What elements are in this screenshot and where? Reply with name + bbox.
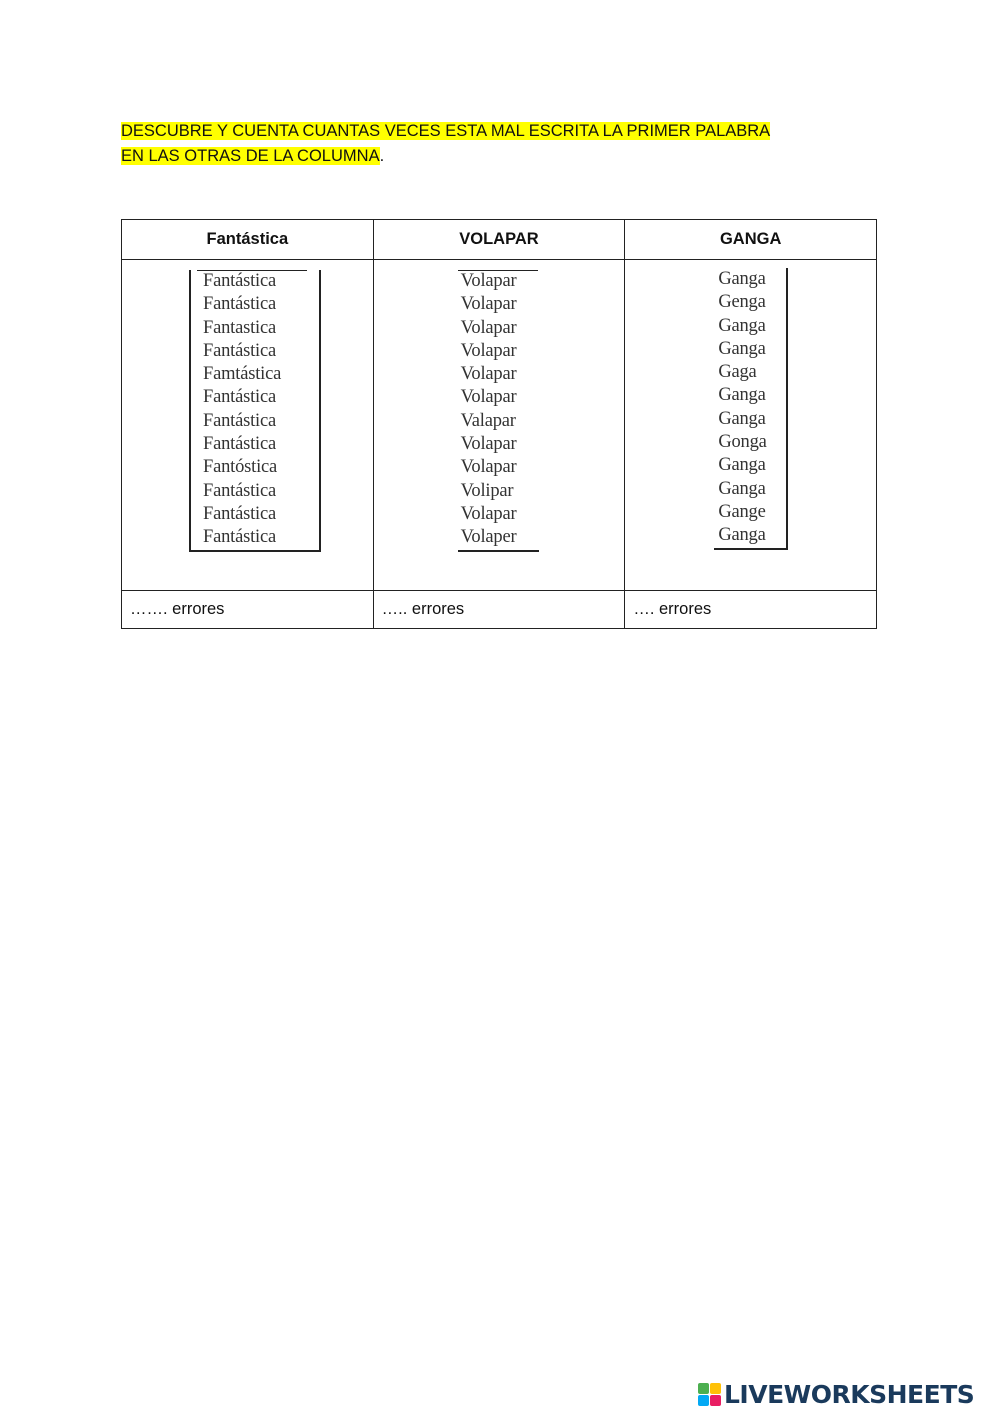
list-item: Ganga [718,408,766,429]
list-item: Fantástica [203,410,277,431]
list-item: Volipar [460,480,514,501]
list-item: Fantástica [203,527,277,548]
list-item: Ganga [718,525,766,546]
list-item: Fantóstica [203,457,278,478]
logo-square [698,1395,709,1406]
list-item: Volapar [460,387,517,408]
list-item: Volapar [460,271,517,291]
list-item: Fantástica [203,271,277,291]
logo-square [698,1383,709,1394]
list-item: Fantástica [203,480,277,501]
word-list-cell-2 [373,260,625,591]
instruction-line-1: DESCUBRE Y CUENTA CUANTAS VECES ESTA MAL ESCRITA LA PRIMER PALABRA [121,122,771,140]
instructions [121,119,881,169]
instruction-period: . [379,147,385,165]
error-count-volapar[interactable]: ….. errores [373,591,625,629]
word-list-ganga [714,268,788,550]
word-list-volapar [458,270,539,552]
list-item: Ganga [718,315,766,336]
list-item: Gaga [718,362,757,383]
list-item: Fantástica [203,434,277,455]
list-item: Gonga [718,432,767,453]
instruction-line-2: EN LAS OTRAS DE LA COLUMNA [121,147,380,165]
word-list-fantastica [189,270,321,552]
list-item: Fantastica [203,317,277,338]
list-item: Fantástica [203,340,277,361]
list-item: Famtástica [203,364,282,385]
list-top-border [458,270,538,271]
list-item: Ganga [718,455,766,476]
list-item: Volapar [460,434,517,455]
list-item: Ganga [718,269,766,289]
error-count-ganga[interactable]: …. errores [625,591,877,629]
column-header-fantastica: Fantástica [122,220,374,260]
logo-icon [698,1383,721,1406]
word-list-cell-1 [122,260,374,591]
list-item: Volaper [460,527,517,548]
word-list-cell-3 [625,260,877,591]
list-item: Ganga [718,478,766,499]
list-item: Ganga [718,338,766,359]
list-item: Volapar [460,457,517,478]
error-count-fantastica[interactable]: ……. errores [122,591,374,629]
word-table [121,219,877,629]
list-item: Genga [718,292,766,313]
logo-text: LIVEWORKSHEETS [724,1379,975,1409]
list-top-border [197,270,307,271]
list-item: Fantástica [203,294,277,315]
list-item: Fantástica [203,387,277,408]
list-item: Volapar [460,340,517,361]
column-header-ganga: GANGA [625,220,877,260]
list-item: Fantástica [203,503,277,524]
liveworksheets-logo[interactable] [698,1378,974,1410]
list-item: Valapar [460,410,516,431]
logo-square [710,1395,721,1406]
logo-square [710,1383,721,1394]
list-item: Volapar [460,294,517,315]
list-item: Gange [718,501,766,522]
list-item: Volapar [460,503,517,524]
list-item: Volapar [460,364,517,385]
list-item: Ganga [718,385,766,406]
list-item: Volapar [460,317,517,338]
column-header-volapar: VOLAPAR [373,220,625,260]
